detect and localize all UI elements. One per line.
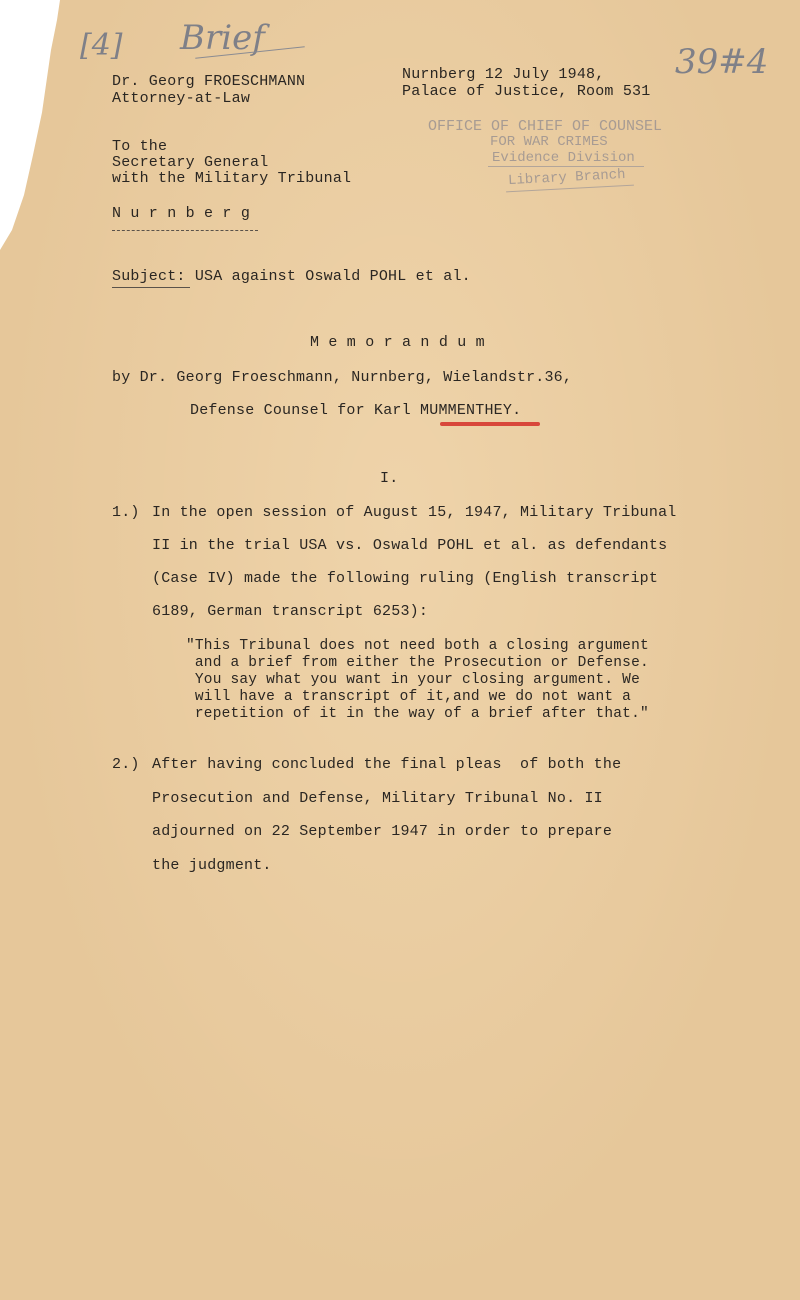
counsel-suffix: . xyxy=(512,402,522,419)
stamp-line1: OFFICE OF CHIEF OF COUNSEL xyxy=(428,118,663,135)
recipient-line3: with the Military Tribunal xyxy=(112,170,352,187)
quote-line2: and a brief from either the Prosecution or Defense. xyxy=(186,655,649,671)
torn-corner xyxy=(0,0,60,250)
bracket-number-annotation: [4] xyxy=(80,28,123,63)
memorandum-heading: M e m o r a n d u m xyxy=(310,334,485,351)
quote-line5: repetition of it in the way of a brief after that." xyxy=(186,706,649,722)
paragraph-2-line4: the judgment. xyxy=(152,857,272,874)
memo-counsel-line xyxy=(190,402,521,419)
red-pencil-underline xyxy=(440,422,540,426)
paragraph-1-number: 1.) xyxy=(112,504,140,521)
quote-line1: "This Tribunal does not need both a closing argument xyxy=(186,638,649,654)
recipient-line1: To the xyxy=(112,138,168,155)
recipient-city: N u r n b e r g xyxy=(112,205,251,222)
city-underline xyxy=(112,230,258,231)
paragraph-1-line1: In the open session of August 15, 1947, Military Tribunal xyxy=(152,504,677,521)
paragraph-2-line3: adjourned on 22 September 1947 in order to prepare xyxy=(152,823,613,840)
paragraph-1-line3: (Case IV) made the following ruling (English transcript xyxy=(152,570,659,587)
section-numeral: I. xyxy=(380,470,399,487)
stamp-line2: FOR WAR CRIMES xyxy=(490,134,608,150)
sender-title: Attorney-at-Law xyxy=(112,90,251,107)
paragraph-2-number: 2.) xyxy=(112,756,140,773)
subject-label: Subject: xyxy=(112,268,186,285)
stamp-line3: Evidence Division xyxy=(492,150,635,166)
place-date-line2: Palace of Justice, Room 531 xyxy=(402,83,651,100)
sender-name: Dr. Georg FROESCHMANN xyxy=(112,73,306,90)
memo-by-line: by Dr. Georg Froeschmann, Nurnberg, Wielandstr.36, xyxy=(112,369,573,386)
subject-text: USA against Oswald POHL et al. xyxy=(185,268,471,285)
document-number-annotation: 39#4 xyxy=(675,42,769,82)
paragraph-2-line1: After having concluded the final pleas of both the xyxy=(152,756,622,773)
brief-handwritten-note: Brief xyxy=(180,18,265,58)
counsel-prefix: Defense Counsel for Karl xyxy=(190,402,421,419)
counsel-name: MUMMENTHEY xyxy=(420,402,513,419)
paragraph-1-line2: II in the trial USA vs. Oswald POHL et al. as defendants xyxy=(152,537,668,554)
stamp-line4: Library Branch xyxy=(507,166,626,190)
quote-line4: will have a transcript of it,and we do not want a xyxy=(186,689,632,705)
paragraph-1-line4: 6189, German transcript 6253): xyxy=(152,603,429,620)
recipient-line2: Secretary General xyxy=(112,154,269,171)
place-date-line1: Nurnberg 12 July 1948, xyxy=(402,66,605,83)
subject-line xyxy=(112,268,471,285)
subject-underline xyxy=(112,287,190,288)
quote-line3: You say what you want in your closing argument. We xyxy=(186,672,640,688)
paragraph-2-line2: Prosecution and Defense, Military Tribunal No. II xyxy=(152,790,603,807)
